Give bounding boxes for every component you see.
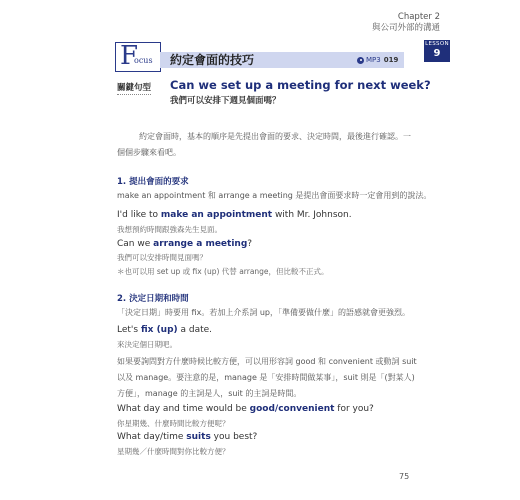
key-sentence-english: Can we set up a meeting for next week? — [170, 78, 431, 92]
example-highlight: good/convenient — [249, 404, 335, 414]
example-highlight: suits — [186, 432, 211, 442]
section2-example3-translation: 星期幾／什麼時間對你比較方便？ — [117, 447, 230, 456]
mp3-track — [357, 54, 398, 66]
section1-example2 — [117, 239, 252, 249]
section1-example1-translation: 我想預約時間跟強森先生見面。 — [117, 225, 222, 234]
lesson-tab — [424, 40, 450, 62]
section2-explanation: 「決定日期」時要用 fix。若加上介系詞 up，「準備要做什麼」的語感就會更強烈。 — [117, 308, 411, 317]
lesson-number: 9 — [433, 48, 441, 59]
example-text: I'd like to — [117, 210, 161, 220]
section1-example1 — [117, 210, 352, 220]
example-text: ? — [247, 239, 253, 249]
section2-example2 — [117, 404, 374, 414]
chapter-label: Chapter 2 — [397, 12, 440, 22]
lesson-label: LESSON — [425, 41, 449, 47]
example-highlight: fix (up) — [140, 325, 178, 335]
section2-example2-translation: 你星期幾、什麼時間比較方便呢？ — [117, 419, 230, 428]
section1-example2-translation: 我們可以安排時間見面嗎？ — [117, 253, 207, 262]
mp3-label: MP3 — [366, 56, 381, 64]
focus-title: 約定會面的技巧 — [170, 53, 255, 67]
mp3-number: 019 — [383, 56, 399, 64]
chapter-title: 與公司外部的溝通 — [371, 23, 440, 33]
chapter-header — [372, 12, 440, 34]
example-text: for you? — [334, 404, 374, 414]
example-text: you best? — [210, 432, 258, 442]
example-text: Let's — [117, 325, 141, 335]
section2-heading: 2. 決定日期和時間 — [117, 294, 189, 304]
example-text: What day/time — [117, 432, 187, 442]
example-highlight: make an appointment — [160, 210, 273, 220]
example-text: with Mr. Johnson. — [272, 210, 352, 220]
section2-example1 — [117, 325, 212, 335]
section2-paragraph: 如果要詢問對方什麼時候比較方便，可以用形容詞 good 和 convenient 或動詞 suit 以及 manage。要注意的是，manage 是「安排時間做某事」，suit 則是「(對某人) 方便」，manage 的主詞是人，suit 的主詞是時間。 — [117, 357, 417, 398]
focus-badge — [115, 42, 161, 72]
example-text: a date. — [177, 325, 213, 335]
section1-heading: 1. 提出會面的要求 — [117, 177, 189, 187]
example-text: Can we — [117, 239, 154, 249]
focus-badge-text: ocus — [134, 56, 153, 65]
section1-explanation: make an appointment 和 arrange a meeting 是提出會面要求時一定會用到的說法。 — [117, 191, 432, 200]
page-number: 75 — [399, 472, 410, 481]
intro-paragraph: 約定會面時，基本的順序是先提出會面的要求、決定時間，最後進行確認。一個個步驟來看吧。 — [117, 132, 411, 157]
section1-note: ＊也可以用 set up 或 fix (up) 代替 arrange，但比較不正式。 — [117, 267, 329, 276]
cd-icon — [357, 57, 364, 64]
key-sentence-label: 關鍵句型 — [117, 83, 152, 93]
section2-example3 — [117, 432, 257, 442]
section2-example1-translation: 來決定個日期吧。 — [117, 340, 177, 349]
key-sentence-chinese: 我們可以安排下週見個面嗎？ — [170, 96, 281, 106]
example-highlight: arrange a meeting — [153, 239, 248, 249]
focus-badge-letter: F — [120, 41, 139, 71]
example-text: What day and time would be — [117, 404, 250, 414]
